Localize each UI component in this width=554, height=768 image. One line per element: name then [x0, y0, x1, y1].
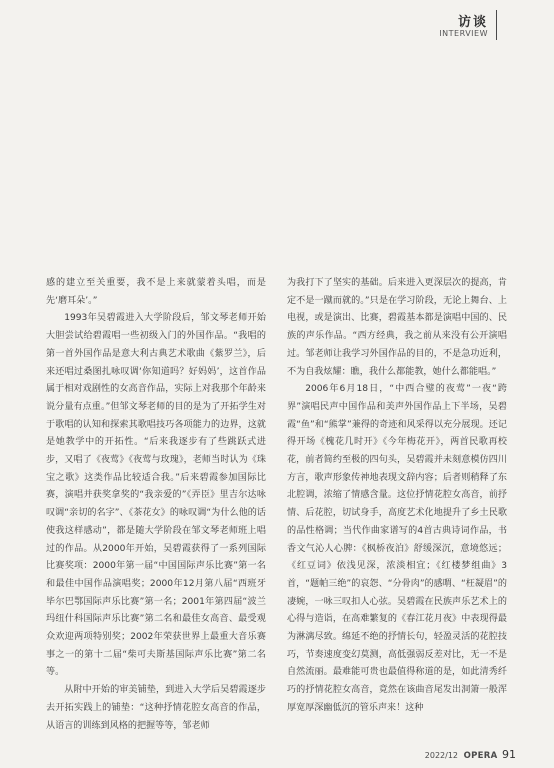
magazine-name: OPERA: [463, 751, 498, 761]
section-subtitle: INTERVIEW: [439, 29, 488, 38]
article-paragraph: 从附中开始的审美铺垫，到进入大学后吴碧霞逐步去开拓实践上的铺垫：“这种抒情花腔女高音的作品，从语言的训练到风格的把握等等，邹老师: [46, 685, 266, 731]
article-paragraph: 2006年6月18日，“中西合璧的夜莺”一夜“跨界”演唱民声中国作品和美声外国作品上下半场，吴碧霞“鱼”和“熊掌”兼得的奇迹和风采得以充分展现。还记得开场《槐花几时开》《今年梅花开》，两首民歌再校花，前者简约至极的四句头，吴碧霞并未刻意模仿四川方言，歌声形象传神地表现文辞内容；后者则稍释了东北腔调，浓缩了情感含量。这位抒情花腔女高音，前抒情、后花腔，切试身手，高度艺术化地提升了乡土民歌的品性格调；当代作曲家谱写的4首古典诗词作品，书香文气沁人心脾：《枫桥夜泊》舒缓深沉，意境悠远；《红豆词》依浅见深，浓淡相宜；《红楼梦组曲》3首，“题帕三绝”的哀怨、“分骨肉”的感喟、“枉凝眉”的凄婉，一咏三叹扣人心弦。吴碧霞在民族声乐艺术上的心得与造诣，在高难繁复的《春江花月夜》中表现得最为淋漓尽致。绵延不绝的抒情长句，轻盈灵活的花腔技巧，节奏速度变幻莫测，高低强弱反差对比，无一不是自然流丽。最难能可贵也最值得称道的是，如此清秀纤巧的抒情花腔女高音，竟然在该曲音尾发出洞箫一般浑厚宽厚深幽低沉的管乐声来！这种: [287, 384, 507, 713]
article-paragraph: 为我打下了坚实的基础。后来进入更深层次的提高，肯定不是一蹴而就的。”只是在学习阶段，无论上舞台、上电视，或是演出、比赛，碧霞基本都是演唱中国的、民族的声乐作品。“西方经典，我之前从来没有公开演唱过。邹老师让我学习外国作品的目的，不是急功近利，不为自我炫耀：瞧，我什么都能教，她什么都能唱。”: [287, 278, 507, 377]
article-column-left: [46, 275, 266, 735]
page-number: 91: [502, 748, 516, 761]
header-divider: [496, 10, 497, 40]
page-footer: [425, 748, 516, 761]
article-column-right: [287, 275, 507, 718]
issue-date: 2022/12: [424, 751, 459, 760]
section-title: 访谈: [457, 15, 488, 30]
article-paragraph: 感的建立至关重要，我不是上来就蒙着头唱，而是先‘磨耳朵’。”: [46, 278, 266, 306]
article-paragraph: 1993年吴碧霞进入大学阶段后，邹文琴老师开始大胆尝试给碧霞唱一些初级入门的外国作品。“我唱的第一首外国作品是意大利古典艺术歌曲《紫罗兰》，后来还唱过桑图扎咏叹调‘你知道吗？好妈妈’，这首作品属于相对戏剧性的女高音作品，实际上对我那个年龄来说分量有点重。”但邹文琴老师的目的是为了开拓学生对于歌唱的认知和探索其歌唱技巧各项能力的边界，这就是她教学中的开拓性。“后来我逐步有了些跳跃式进步，又唱了《夜莺》《夜莺与玫瑰》，老师当时认为《珠宝之歌》这类作品比较适合我。”后来碧霞参加国际比赛，演唱并获奖拿奖的“我亲爱的”《弄臣》里吉尔达咏叹调“亲切的名字”、《茶花女》的咏叹调“为什么他的话使我这样感动”，都是随大学阶段在邹文琴老师班上唱过的作品。从2000年开始，吴碧霞获得了一系列国际比赛奖项：2000年第一届“中国国际声乐比赛”第一名和最佳中国作品演唱奖；2000年12月第八届“西班牙毕尔巴鄂国际声乐比赛”第一名；2001年第四届“波兰玛纽什科国际声乐比赛”第二名和最佳女高音、最受观众欢迎两项特别奖；2002年荣获世界上最重大音乐赛事之一的第十二届“柴可夫斯基国际声乐比赛”第二名等。: [46, 313, 266, 678]
